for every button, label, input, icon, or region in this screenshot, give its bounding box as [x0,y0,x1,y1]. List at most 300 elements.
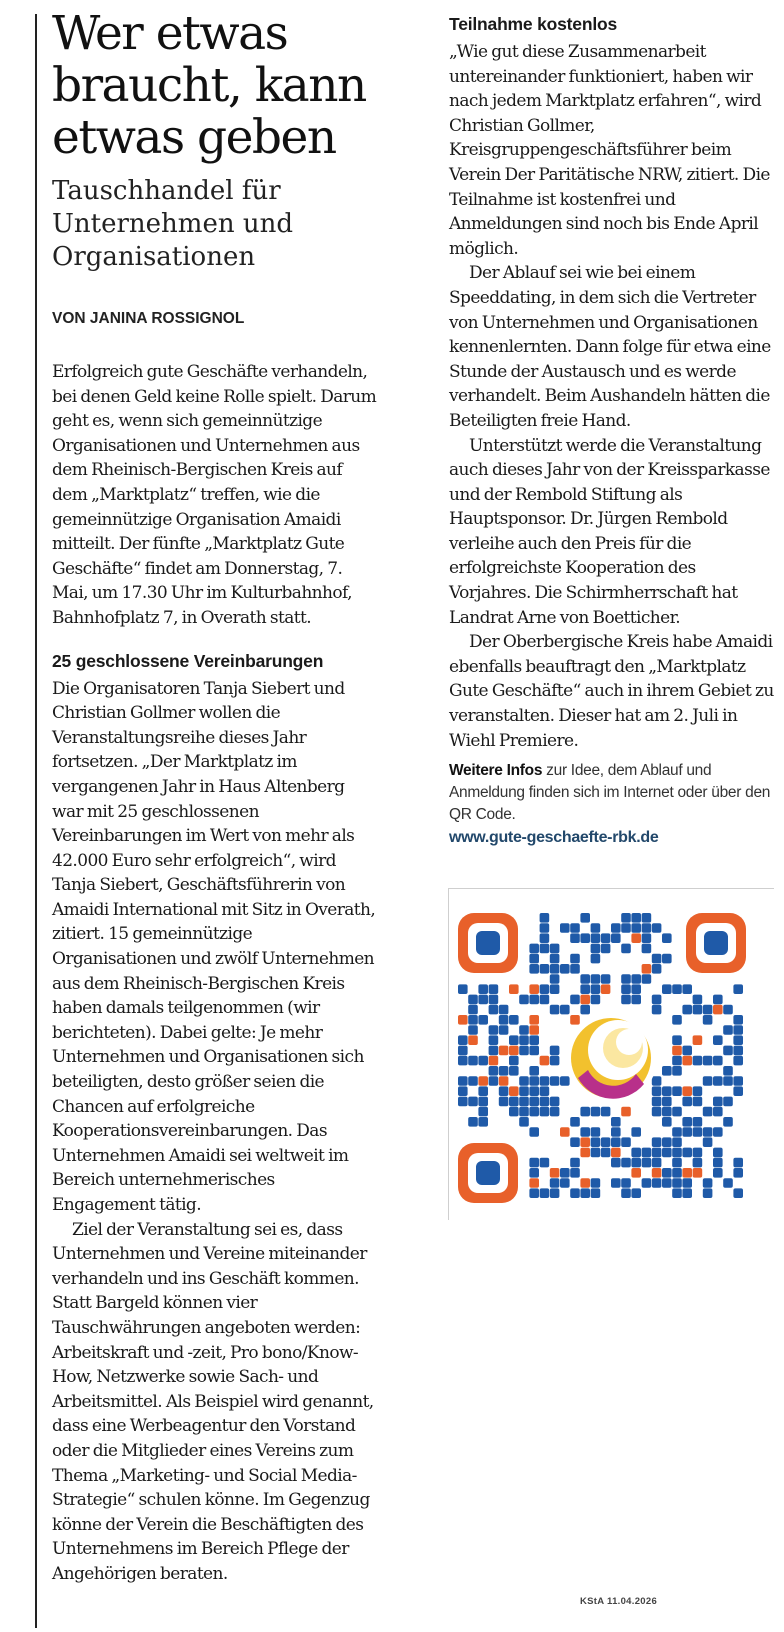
qr-module [652,1005,662,1015]
qr-module [672,1086,682,1096]
qr-module [458,1097,468,1107]
qr-module [468,1025,478,1035]
qr-module [550,1188,560,1198]
qr-module [621,974,631,984]
qr-module [519,1107,529,1117]
qr-module [672,1056,682,1066]
qr-module [529,954,539,964]
qr-module [519,1025,529,1035]
qr-module [713,1127,723,1137]
qr-module [733,1015,743,1025]
qr-module [631,984,641,994]
qr-module [652,964,662,974]
qr-module [591,1127,601,1137]
body-paragraph: „Wie gut diese Zusammenarbeit untereinander funktioniert, haben wir nach jedem Marktplatz erfahren“, wird Christian Gollmer, Kreisgruppengeschäftsführer beim Verein Der Paritätische NRW, zitiert. Die Teilnahme ist kostenfrei und Anmeldungen sind noch bis Ende April möglich. [449,42,770,259]
qr-module [489,1076,499,1086]
qr-module [672,1107,682,1117]
qr-module [672,984,682,994]
qr-module [672,1158,682,1168]
qr-module [713,1035,723,1045]
qr-module [529,944,539,954]
qr-module [468,1056,478,1066]
qr-module [631,1158,641,1168]
qr-module [621,984,631,994]
qr-module [591,1137,601,1147]
qr-module [540,1056,550,1066]
qr-module [509,1046,519,1056]
qr-module [550,944,560,954]
qr-module [570,933,580,943]
qr-module [591,1148,601,1158]
qr-module [580,1137,590,1147]
qr-module [509,1107,519,1117]
qr-module [560,964,570,974]
qr-module [682,984,692,994]
qr-module [703,1178,713,1188]
qr-module [580,913,590,923]
qr-module [682,1056,692,1066]
qr-module [499,1025,509,1035]
qr-module [509,1056,519,1066]
qr-module [529,1168,539,1178]
qr-module [570,1015,580,1025]
qr-module [733,1035,743,1045]
qr-module [662,954,672,964]
qr-module [489,984,499,994]
qr-module [642,923,652,933]
byline: VON JANINA ROSSIGNOL [52,310,245,327]
qr-module [601,944,611,954]
qr-module [529,1035,539,1045]
qr-module [529,1025,539,1035]
qr-module [580,1005,590,1015]
qr-module [489,1025,499,1035]
qr-module [509,1097,519,1107]
qr-module [621,1178,631,1188]
qr-module [529,1015,539,1025]
qr-module [703,1076,713,1086]
qr-module [550,1107,560,1117]
qr-module [529,964,539,974]
qr-module [652,923,662,933]
qr-module [529,1107,539,1117]
qr-module [540,913,550,923]
qr-module [733,1056,743,1066]
qr-module [601,984,611,994]
qr-module [723,1066,733,1076]
qr-module [458,1046,468,1056]
qr-module [642,933,652,943]
qr-module [733,1086,743,1096]
qr-module [733,1076,743,1086]
info-text: zur Idee, dem Ablauf und Anmeldung finden sich im Internet oder über den QR Code. [449,762,771,823]
article-column-left [52,360,378,1587]
qr-module [529,1046,539,1056]
qr-module [682,1097,692,1107]
body-paragraph: Ziel der Veranstaltung sei es, dass Unternehmen und Vereine miteinander verhandeln und ins Geschäft kommen. Statt Bargeld können vier Tauschwährungen angeboten werden: Arbeitskraft und -zeit, Pro bono/Know-How, Netzwerke sowie Sach- und Arbeitsmittel. Als Beispiel wird genannt, dass eine Werbeagentur den Vorstand oder die Mitglieder eines Vereins zum Thema „Marketing- und Social Media-Strategie“ schulen könne. Im Gegenzug könne der Verein die Beschäftigten des Unternehmens im Bereich Pflege der Angehörigen beraten. [52,1219,374,1584]
qr-module [601,1137,611,1147]
qr-module [621,1188,631,1198]
qr-module [468,1015,478,1025]
qr-module [601,974,611,984]
qr-module [550,954,560,964]
section-heading: Teilnahme kostenlos [449,14,618,34]
qr-module [499,1005,509,1015]
qr-finder-top-left [458,913,518,973]
qr-module [529,1066,539,1076]
qr-module [642,1148,652,1158]
qr-module [713,1107,723,1117]
qr-module [570,1168,580,1178]
qr-module [540,1158,550,1168]
qr-module [580,933,590,943]
qr-module [672,1066,682,1076]
column-rule [35,14,37,1628]
qr-module [611,1148,621,1158]
qr-module [458,1056,468,1066]
qr-module [723,1117,733,1127]
qr-module [550,1178,560,1188]
qr-module [652,1168,662,1178]
qr-module [662,1168,672,1178]
qr-module [652,1086,662,1096]
qr-module [672,1035,682,1045]
qr-module [611,1117,621,1127]
intro-paragraph: Erfolgreich gute Geschäfte verhandeln, bei denen Geld keine Rolle spielt. Darum geht es, wenn sich gemeinnützige Organisationen und Unternehmen aus dem Rheinisch-Bergischen Kreis auf dem „Marktplatz“ treffen, wie die gemeinnützige Organisation Amaidi mitteilt. Der fünfte „Marktplatz Gute Geschäfte“ findet am Donnerstag, 7. Mai, um 17.30 Uhr im Kulturbahnhof, Bahnhofplatz 7, in Overath statt. [52,362,377,628]
qr-module [478,1107,488,1117]
qr-module [652,1107,662,1117]
qr-module [591,944,601,954]
qr-module [540,1097,550,1107]
qr-module [652,1076,662,1086]
qr-module [642,1158,652,1168]
qr-module [529,1127,539,1137]
qr-module [682,1086,692,1096]
body-paragraph: Unterstützt werde die Veranstaltung auch dieses Jahr von der Kreissparkasse und der Rembold Stiftung als Hauptsponsor. Dr. Jürgen Rembold verleihe auch den Preis für die erfolgreichste Kooperation des Vorjahres. Die Schirmherrschaft hat Landrat Arne von Boetticher. [449,435,770,628]
article-column-right [449,12,775,753]
qr-module [621,923,631,933]
qr-module [703,1127,713,1137]
qr-module [672,1188,682,1198]
qr-module [519,1046,529,1056]
qr-module [713,1076,723,1086]
qr-module [631,1168,641,1178]
qr-module [550,1076,560,1086]
qr-module [529,984,539,994]
qr-module [703,1056,713,1066]
qr-module [529,1086,539,1096]
qr-module [591,1188,601,1198]
qr-module [478,984,488,994]
qr-module [550,964,560,974]
qr-module [540,964,550,974]
qr-module [468,1097,478,1107]
qr-module [458,1076,468,1086]
qr-module [560,923,570,933]
qr-module [489,1046,499,1056]
qr-module [509,1086,519,1096]
qr-module [693,1097,703,1107]
qr-module [672,1168,682,1178]
qr-module [693,1005,703,1015]
qr-module [672,1137,682,1147]
qr-module [458,1035,468,1045]
qr-module [499,1066,509,1076]
qr-module [652,1137,662,1147]
qr-module [682,1168,692,1178]
qr-module [703,1107,713,1117]
qr-finder-top-right [686,913,746,973]
qr-module [733,1046,743,1056]
qr-module [642,974,652,984]
qr-module [693,1056,703,1066]
qr-module [580,1127,590,1137]
qr-module [723,1178,733,1188]
qr-module [478,1056,488,1066]
qr-module [682,1046,692,1056]
body-paragraph: Die Organisatoren Tanja Siebert und Christian Gollmer wollen die Veranstaltungsreihe dieses Jahr fortsetzen. „Der Marktplatz im vergangenen Jahr in Haus Altenberg war mit 25 geschlossenen Vereinbarungen im Wert von mehr als 42.000 Euro sehr erfolgreich“, wird Tanja Siebert, Geschäftsführerin von Amaidi International mit Sitz in Overath, zitiert. 15 gemeinnützige Organisationen und zwölf Unternehmen aus dem Rheinisch-Bergischen Kreis haben damals teilgenommen (wir berichteten). Dabei gelte: Je mehr Unternehmen und Organisationen sich beteiligten, desto größer seien die Chancen auf erfolgreiche Kooperationsvereinbarungen. Das Unternehmen Amaidi sei weltweit im Bereich unternehmerisches Engagement tätig. [52,678,376,1215]
qr-module [519,995,529,1005]
qr-module [580,984,590,994]
qr-module [468,1076,478,1086]
qr-module [591,923,601,933]
qr-module [550,974,560,984]
qr-module [682,1148,692,1158]
qr-module [631,1148,641,1158]
qr-module [529,1097,539,1107]
info-label: Weitere Infos [449,762,543,779]
qr-module [591,984,601,994]
qr-code-icon[interactable] [448,888,774,1220]
qr-module [570,1158,580,1168]
qr-module [529,995,539,1005]
qr-module [509,984,519,994]
qr-module [540,1086,550,1096]
qr-module [591,974,601,984]
qr-module [723,1025,733,1035]
qr-module [468,1117,478,1127]
qr-module [468,995,478,1005]
qr-module [733,1158,743,1168]
qr-module [550,1097,560,1107]
qr-module [478,1117,488,1127]
qr-module [631,933,641,943]
qr-module [672,1127,682,1137]
qr-module [662,1178,672,1188]
qr-module [713,1056,723,1066]
qr-module [509,1035,519,1045]
qr-module [621,1158,631,1168]
qr-module [693,1035,703,1045]
qr-module [601,933,611,943]
qr-module [468,1005,478,1015]
qr-module [611,1137,621,1147]
qr-module [703,1005,713,1015]
qr-module [550,1168,560,1178]
qr-module [468,1035,478,1045]
qr-module [550,984,560,994]
qr-module [458,1015,468,1025]
qr-module [611,923,621,933]
qr-module [478,1086,488,1096]
qr-module [499,1076,509,1086]
qr-module [631,1127,641,1137]
qr-module [601,1148,611,1158]
qr-module [570,995,580,1005]
qr-module [591,995,601,1005]
qr-module [499,1097,509,1107]
qr-module [478,1076,488,1086]
source-stamp: KStA 11.04.2026 [580,1596,658,1607]
qr-module [652,954,662,964]
qr-module [591,954,601,964]
qr-module [703,1188,713,1198]
qr-module [529,1076,539,1086]
qr-module [560,1127,570,1137]
qr-module [591,1107,601,1117]
qr-module [570,1117,580,1127]
qr-module [601,1107,611,1117]
qr-module [499,1046,509,1056]
qr-module [682,1127,692,1137]
qr-module [560,1178,570,1188]
qr-module [580,1188,590,1198]
qr-module [621,1137,631,1147]
qr-module [672,1148,682,1158]
qr-module [499,1086,509,1096]
qr-module [540,1076,550,1086]
qr-module [693,1148,703,1158]
qr-module [611,1158,621,1168]
qr-module [489,1066,499,1076]
qr-module [652,1178,662,1188]
qr-module [580,1107,590,1117]
qr-module [458,1086,468,1096]
qr-module [621,944,631,954]
qr-module [723,1097,733,1107]
qr-module [682,1178,692,1188]
website-link[interactable]: www.gute-geschaefte-rbk.de [449,829,659,846]
subheadline: Tauschhandel für Unternehmen und Organisationen [52,176,293,272]
qr-module [570,954,580,964]
qr-module [540,923,550,933]
qr-module [519,1076,529,1086]
qr-module [540,1107,550,1117]
info-box [449,760,775,849]
qr-module [733,1025,743,1035]
qr-module [560,1168,570,1178]
qr-module [529,1178,539,1188]
qr-module [509,1066,519,1076]
qr-module [519,1035,529,1045]
qr-module [693,995,703,1005]
qr-module [693,1158,703,1168]
qr-module [693,1117,703,1127]
qr-module [580,1178,590,1188]
qr-module [662,1117,672,1127]
qr-module [713,1005,723,1015]
qr-module [713,1158,723,1168]
qr-module [580,995,590,1005]
qr-module [580,1148,590,1158]
qr-module [570,1188,580,1198]
qr-module [631,1188,641,1198]
qr-module [529,1188,539,1198]
headline: Wer etwas braucht, kann etwas geben [52,6,366,165]
qr-module [458,984,468,994]
qr-module [529,1158,539,1168]
qr-module [693,1086,703,1096]
qr-module [499,1015,509,1025]
body-paragraph: Der Ablauf sei wie bei einem Speeddating, in dem sich die Vertreter von Unternehmen und Organisationen kennenlernten. Dann folge für etwa eine Stunde der Austausch und es werde verhandelt. Beim Aushandeln hätten die Beteiligten freie Hand. [449,263,771,431]
qr-module [621,913,631,923]
qr-module [662,984,672,994]
qr-module [519,1117,529,1127]
qr-module [713,1148,723,1158]
qr-module [672,1178,682,1188]
qr-module [662,1097,672,1107]
qr-module [540,984,550,994]
qr-module [519,1086,529,1096]
qr-module [631,923,641,933]
qr-module [611,933,621,943]
body-paragraph: Der Oberbergische Kreis habe Amaidi ebenfalls beauftragt den „Marktplatz Gute Geschäfte“ auch in ihrem Gebiet zu veranstalten. Dieser hat am 2. Juli in Wiehl Premiere. [449,632,774,751]
qr-module [713,1168,723,1178]
qr-module [713,1097,723,1107]
qr-module [489,995,499,1005]
qr-center-logo [565,1012,657,1104]
qr-module [621,995,631,1005]
qr-module [733,984,743,994]
qr-module [733,1168,743,1178]
qr-finder-bottom-left [458,1143,518,1203]
qr-module [703,1015,713,1025]
qr-module [642,1178,652,1188]
qr-module [550,1005,560,1015]
qr-module [652,1158,662,1168]
qr-module [489,1005,499,1015]
qr-module [550,1056,560,1066]
qr-module [489,1035,499,1045]
qr-module [693,1168,703,1178]
qr-module [560,1076,570,1086]
qr-module [540,1188,550,1198]
qr-module [662,1148,672,1158]
qr-module [611,1127,621,1137]
section-heading: 25 geschlossene Vereinbarungen [52,650,324,671]
qr-module [591,1178,601,1188]
qr-module [540,995,550,1005]
qr-module [478,1097,488,1107]
qr-module [642,913,652,923]
qr-module [682,1188,692,1198]
qr-module [489,1056,499,1066]
qr-module [662,933,672,943]
qr-module [560,1005,570,1015]
qr-module [642,944,652,954]
qr-module [611,1178,621,1188]
qr-module [550,1046,560,1056]
qr-module [570,964,580,974]
qr-module [478,995,488,1005]
qr-module [723,1046,733,1056]
qr-module [652,1148,662,1158]
qr-module [509,1015,519,1025]
qr-module [642,964,652,974]
qr-module [662,1086,672,1096]
qr-module [682,1005,692,1015]
qr-module [662,1107,672,1117]
